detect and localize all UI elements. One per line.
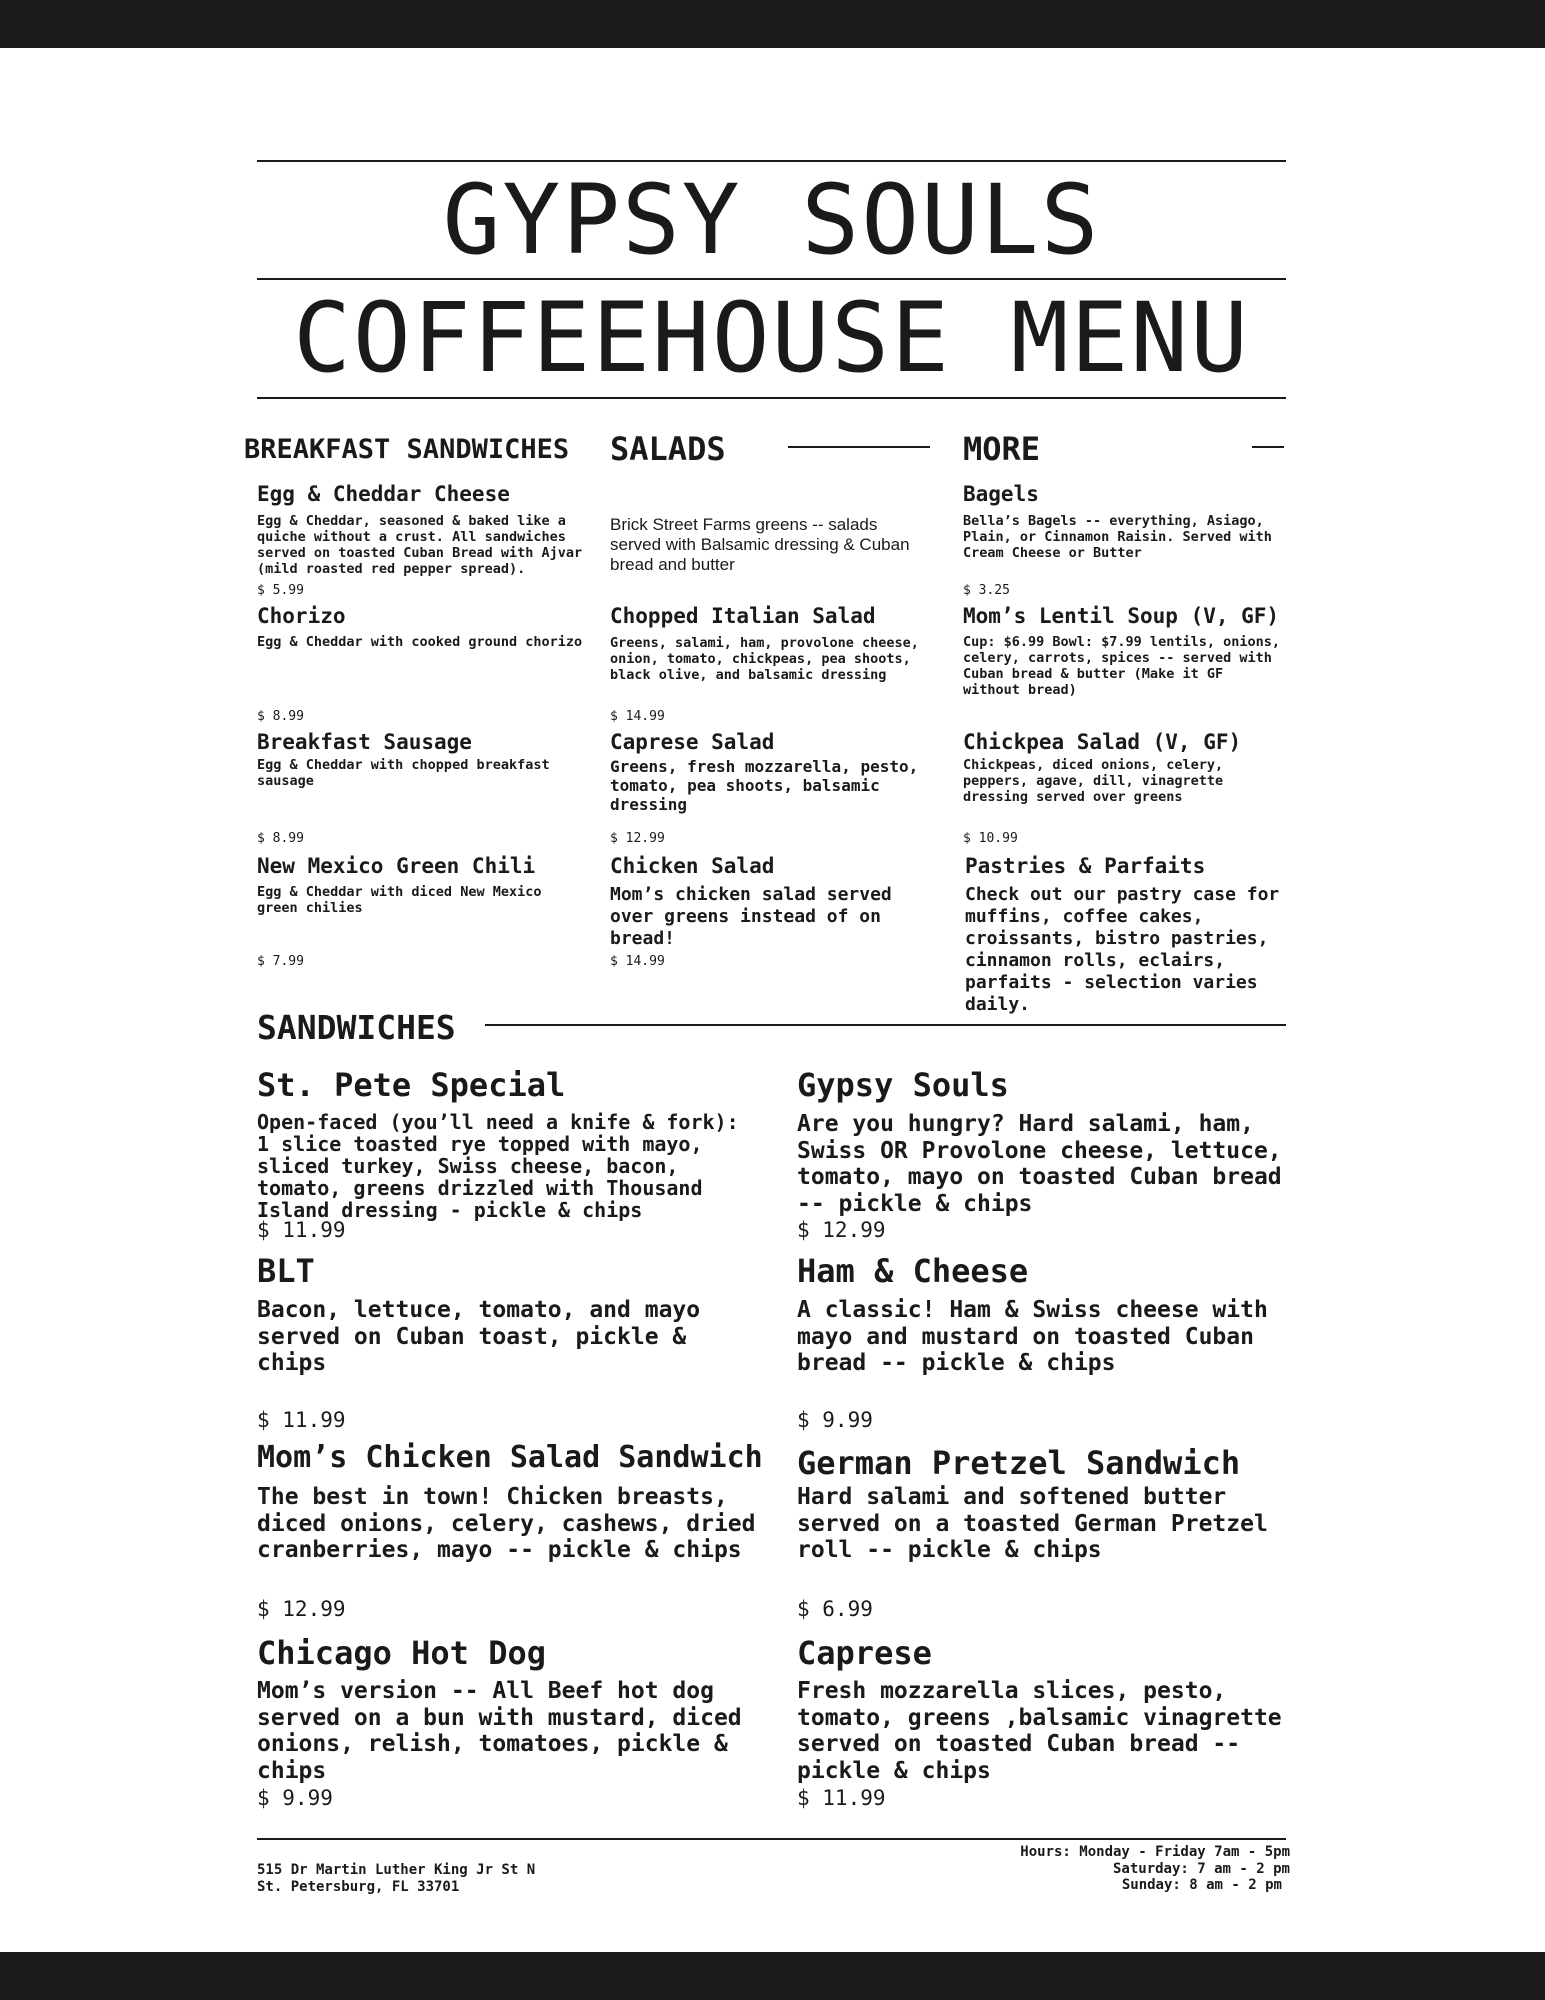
hours-line1: Hours: Monday - Friday 7am - 5pm (1020, 1844, 1290, 1860)
sandwich-price: $ 11.99 (797, 1786, 886, 1810)
rule-footer (257, 1838, 1286, 1840)
sandwich-price: $ 11.99 (257, 1408, 346, 1432)
menu-item-name: Chopped Italian Salad (610, 604, 876, 628)
sandwich-desc: Fresh mozzarella slices, pesto, tomato, greens ,balsamic vinagrette served on toasted Cuban bread -- pickle & chips (797, 1678, 1282, 1784)
menu-item-price: $ 14.99 (610, 954, 665, 969)
menu-item-desc: Check out our pastry case for muffins, coffee cakes, croissants, bistro pastries, cinnamon rolls, eclairs, parfaits - selection varies daily. (965, 884, 1280, 1015)
menu-item-desc: Egg & Cheddar, seasoned & baked like a quiche without a crust. All sandwiches served on toasted Cuban Bread with Ajvar (mild roasted red pepper spread). (257, 513, 583, 577)
menu-item-price: $ 8.99 (257, 709, 304, 724)
menu-item-name: Mom’s Lentil Soup (V, GF) (963, 604, 1280, 628)
menu-item-desc: Mom’s chicken salad served over greens instead of on bread! (610, 884, 892, 949)
sandwich-desc: Open-faced (you’ll need a knife & fork): 1 slice toasted rye topped with mayo, sliced turkey, Swiss cheese, bacon, tomato, greens drizzled with Thousand Island dressing - pickle & chips (257, 1110, 739, 1222)
rule-under-title (257, 397, 1286, 399)
menu-item-desc: Cup: $6.99 Bowl: $7.99 lentils, onions, celery, carrots, spices -- served with Cuban bread & butter (Make it GF without bread) (963, 634, 1280, 698)
menu-item-name: Egg & Cheddar Cheese (257, 482, 510, 506)
address-line2: St. Petersburg, FL 33701 (257, 1878, 460, 1895)
page-title-line1: GYPSY SOULS (442, 164, 1101, 276)
sandwich-name: St. Pete Special (257, 1066, 566, 1104)
menu-item-price: $ 14.99 (610, 709, 665, 724)
sandwich-desc: Mom’s version -- All Beef hot dog served on a bun with mustard, diced onions, relish, tomatoes, pickle & chips (257, 1678, 742, 1784)
section-heading-sandwiches: SANDWICHES (257, 1008, 456, 1047)
rule-middle (257, 278, 1286, 280)
menu-item-name: Breakfast Sausage (257, 730, 472, 754)
menu-item-desc: Greens, salami, ham, provolone cheese, onion, tomato, chickpeas, pea shoots, black olive, and balsamic dressing (610, 635, 919, 683)
footer-hours (986, 1844, 1290, 1894)
sandwich-name: Ham & Cheese (797, 1252, 1029, 1290)
section-heading-salads: SALADS (610, 430, 726, 468)
sandwich-desc: Bacon, lettuce, tomato, and mayo served on Cuban toast, pickle & chips (257, 1297, 701, 1376)
sandwich-name: German Pretzel Sandwich (797, 1444, 1241, 1482)
hours-line2: Saturday: 7 am - 2 pm (1112, 1860, 1290, 1877)
section-heading-more: MORE (963, 430, 1041, 468)
sandwich-name: Caprese (797, 1634, 932, 1672)
footer-address (257, 1862, 535, 1895)
sandwich-name: Chicago Hot Dog (257, 1634, 546, 1672)
bottom-border-bar (0, 1952, 1545, 2000)
sandwich-name: Gypsy Souls (797, 1066, 1009, 1104)
address-line1: 515 Dr Martin Luther King Jr St N (257, 1862, 536, 1878)
menu-item-name: New Mexico Green Chili (257, 854, 536, 878)
menu-item-desc: Egg & Cheddar with diced New Mexico green chilies (257, 884, 542, 916)
salads-intro: Brick Street Farms greens -- salads served with Balsamic dressing & Cuban bread and butter (610, 515, 910, 574)
sandwich-price: $ 12.99 (797, 1218, 886, 1242)
hours-line3: Sunday: 8 am - 2 pm (1121, 1877, 1282, 1893)
section-heading-breakfast: BREAKFAST SANDWICHES (244, 434, 570, 465)
sandwich-name: BLT (257, 1252, 315, 1290)
menu-item-desc: Chickpeas, diced onions, celery, peppers, agave, dill, vinagrette dressing served over greens (963, 757, 1224, 805)
sandwich-desc: Hard salami and softened butter served on a toasted German Pretzel roll -- pickle & chips (797, 1484, 1268, 1563)
sandwich-price: $ 12.99 (257, 1597, 346, 1621)
section-rule-sandwiches (485, 1024, 1286, 1026)
sandwich-name: Mom’s Chicken Salad Sandwich (257, 1440, 763, 1475)
sandwich-desc: Are you hungry? Hard salami, ham, Swiss OR Provolone cheese, lettuce, tomato, mayo on toasted Cuban bread -- pickle & chips (797, 1111, 1282, 1217)
menu-item-price: $ 8.99 (257, 831, 304, 846)
menu-item-price: $ 10.99 (963, 831, 1018, 846)
menu-item-desc: Egg & Cheddar with cooked ground chorizo (257, 634, 583, 650)
menu-item-name: Bagels (963, 482, 1039, 506)
menu-item-price: $ 12.99 (610, 831, 665, 846)
menu-item-desc: Bella’s Bagels -- everything, Asiago, Plain, or Cinnamon Raisin. Served with Cream Cheese or Butter (963, 513, 1272, 561)
menu-item-name: Chicken Salad (610, 854, 775, 878)
top-border-bar (0, 0, 1545, 48)
menu-item-price: $ 7.99 (257, 954, 304, 969)
menu-item-name: Chorizo (257, 604, 346, 628)
section-rule-more (1252, 446, 1284, 448)
menu-item-name: Pastries & Parfaits (965, 854, 1206, 878)
sandwich-desc: A classic! Ham & Swiss cheese with mayo and mustard on toasted Cuban bread -- pickle & chips (797, 1297, 1268, 1376)
menu-item-name: Chickpea Salad (V, GF) (963, 730, 1242, 754)
sandwich-price: $ 11.99 (257, 1218, 346, 1242)
page-title-line2: COFFEEHOUSE MENU (293, 282, 1250, 394)
menu-item-desc: Egg & Cheddar with chopped breakfast sausage (257, 757, 550, 789)
sandwich-price: $ 9.99 (797, 1408, 873, 1432)
menu-item-price: $ 3.25 (963, 583, 1010, 598)
menu-item-desc: Greens, fresh mozzarella, pesto, tomato, pea shoots, balsamic dressing (610, 757, 919, 814)
sandwich-desc: The best in town! Chicken breasts, diced onions, celery, cashews, dried cranberries, mayo -- pickle & chips (257, 1484, 756, 1563)
sandwich-price: $ 9.99 (257, 1786, 333, 1810)
section-rule-salads (788, 446, 930, 448)
sandwich-price: $ 6.99 (797, 1597, 873, 1621)
menu-item-price: $ 5.99 (257, 583, 304, 598)
rule-top (257, 160, 1286, 162)
menu-item-name: Caprese Salad (610, 730, 775, 754)
